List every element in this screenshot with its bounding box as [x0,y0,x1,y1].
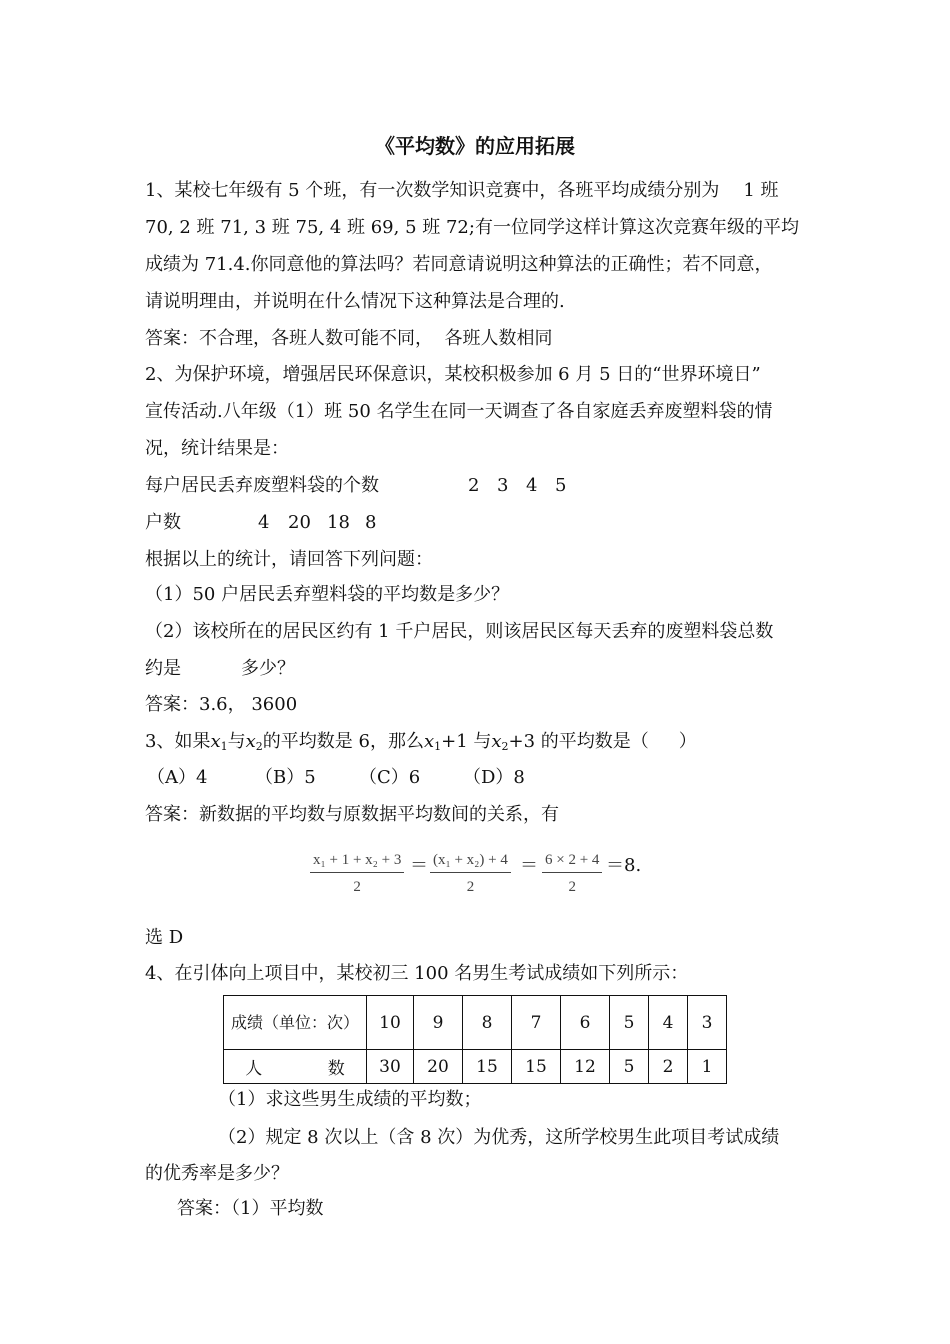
q2-sub-2b [145,658,295,680]
q2-sub-2b-end: 多少？ [241,658,295,679]
q3-var: x [245,731,256,752]
q2-stat-row-1-v2: 4 [526,475,538,496]
q4-count-cell: 2 [649,1050,688,1084]
q3-sub: 2 [255,740,263,753]
q3-stem-p5: +3 的平均数是（ [508,731,649,752]
q2-answer: 答案：3.6， 3600 [145,694,298,715]
q4-score-cell: 4 [649,996,688,1050]
q4-score-row [224,996,727,1050]
q2-intro: 根据以上的统计，请回答下列问题： [145,549,433,570]
q4-count-cell: 12 [561,1050,610,1084]
q3-option-b: （B）5 [255,767,316,788]
q1-line-1 [145,180,779,202]
q4-count-row [224,1050,727,1084]
q3-sub: 1 [434,740,442,753]
q3-equals-2: ＝ [520,855,538,876]
q2-stat-row-1-v3: 5 [555,475,567,496]
q3-sub: 2 [501,740,509,753]
q3-var: x [210,731,221,752]
q3-fraction-1-den: 2 [353,879,361,895]
q2-stat-row-1-v0: 2 [468,475,480,496]
q2-stat-row-2-v1: 20 [288,512,311,533]
q3-var: x [423,731,435,752]
q2-stat-row-1 [145,475,379,497]
q4-count-cell: 20 [414,1050,463,1084]
q4-score-cell: 10 [367,996,414,1050]
q3-stem-p3: 的平均数是 6，那么 [262,731,424,752]
q1-line-1-text: 1、某校七年级有 5 个班，有一次数学知识竞赛中，各班平均成绩分别为 [145,180,720,201]
q3-fraction-1 [310,852,404,896]
q2-line-3: 况，统计结果是： [145,438,289,459]
q4-score-cell: 7 [512,996,561,1050]
q1-line-2: 70, 2 班 71, 3 班 75, 4 班 69, 5 班 72;有一位同学这样计算这次竞赛年级的平均 [145,217,799,238]
q3-sub: 1 [220,740,228,753]
q3-option-c: （C）6 [359,767,421,788]
q4-count-cell: 15 [512,1050,561,1084]
q4-score-header: 成绩（单位：次） [224,996,367,1050]
q4-score-table [223,995,727,1084]
q4-score-cell: 5 [610,996,649,1050]
q2-sub-2a: （2）该校所在的居民区约有 1 千户居民，则该居民区每天丢弃的废塑料袋总数 [145,621,774,642]
q3-result: ＝8. [606,855,642,876]
q4-sub-2a: （2）规定 8 次以上（含 8 次）为优秀，这所学校男生此项目考试成绩 [218,1127,780,1148]
q2-stat-row-2-label: 户数 [145,512,181,533]
q1-line-3: 成绩为 71.4.你同意他的算法吗？若同意请说明这种算法的正确性；若不同意， [145,254,773,275]
q3-stem [145,731,697,758]
q4-count-cell: 15 [463,1050,512,1084]
q3-fraction-2 [430,852,511,896]
q4-sub-2b: 的优秀率是多少？ [145,1163,289,1184]
q3-fraction-3-num: 6 × 2 + 4 [542,852,602,873]
q3-equals-1: ＝ [410,855,428,876]
q4-score-cell: 3 [688,996,727,1050]
q4-answer: 答案：（1）平均数 [177,1198,324,1219]
q3-choice: 选 D [145,927,184,948]
q4-score-cell: 6 [561,996,610,1050]
q1-line-4: 请说明理由，并说明在什么情况下这种算法是合理的. [145,291,565,312]
q3-fraction-1-num: x₁ + 1 + x₂ + 3 [310,852,404,873]
q4-count-cell: 5 [610,1050,649,1084]
q1-answer: 答案：不合理，各班人数可能不同， 各班人数相同 [145,328,553,349]
q3-fraction-3-den: 2 [568,879,576,895]
q3-stem-p4: +1 与 [441,731,492,752]
q3-stem-p2: 与 [227,731,246,752]
q1-line-1-class: 1 班 [743,180,779,201]
q4-count-cell: 30 [367,1050,414,1084]
q4-sub-1: （1）求这些男生成绩的平均数； [218,1089,482,1110]
q3-fraction-2-num: (x₁ + x₂) + 4 [430,852,511,873]
q4-stem: 4、在引体向上项目中，某校初三 100 名男生考试成绩如下列所示： [145,963,689,984]
q4-count-header: 人 数 [224,1050,367,1084]
q3-answer: 答案：新数据的平均数与原数据平均数间的关系，有 [145,804,559,825]
q3-stem-p6: ） [678,731,697,752]
q2-stat-row-1-v1: 3 [497,475,509,496]
q2-sub-1: （1）50 户居民丢弃塑料袋的平均数是多少？ [145,584,510,605]
q3-stem-p1: 3、如果 [145,731,211,752]
q3-option-d: （D）8 [463,767,525,788]
q2-stat-row-1-label: 每户居民丢弃废塑料袋的个数 [145,475,379,496]
q2-stat-row-2-v3: 8 [365,512,377,533]
q2-sub-2b-start: 约是 [145,658,181,679]
q3-fraction-2-den: 2 [466,879,475,895]
q4-score-cell: 9 [414,996,463,1050]
q3-fraction-3 [542,852,602,896]
q4-score-cell: 8 [463,996,512,1050]
page-title: 《平均数》的应用拓展 [375,134,575,158]
q3-var: x [491,731,502,752]
q3-option-a: （A）4 [147,767,208,788]
q2-stat-row-2-v0: 4 [258,512,270,533]
q2-line-1: 2、为保护环境，增强居民环保意识，某校积极参加 6 月 5 日的“世界环境日” [145,364,761,385]
q4-count-cell: 1 [688,1050,727,1084]
q2-stat-row-2-v2: 18 [327,512,350,533]
q2-line-2: 宣传活动.八年级（1）班 50 名学生在同一天调查了各自家庭丢弃废塑料袋的情 [145,401,773,422]
